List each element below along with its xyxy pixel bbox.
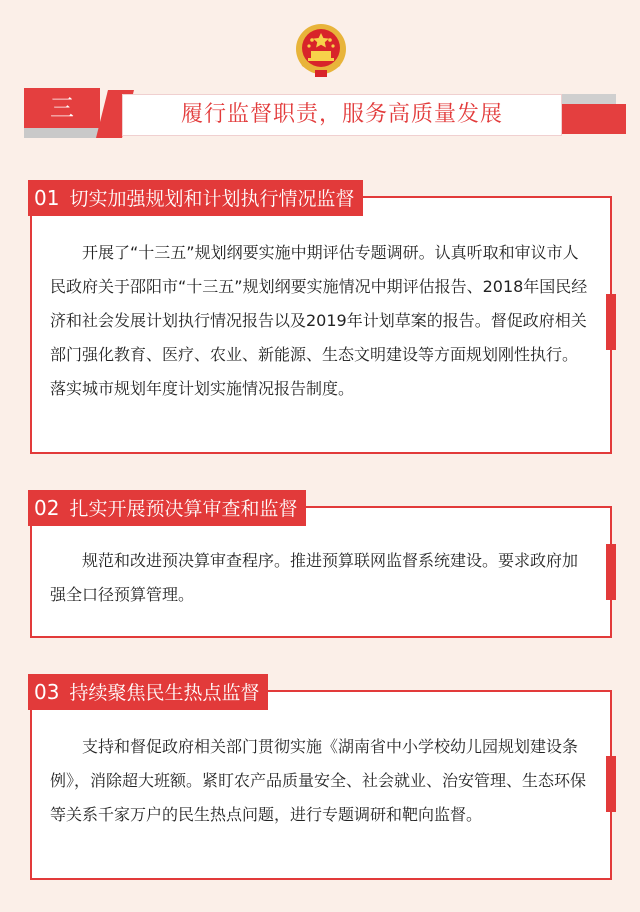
section-tab xyxy=(28,674,268,710)
section-02 xyxy=(30,490,610,638)
section-box xyxy=(30,196,612,454)
section-body: 开展了“十三五”规划纲要实施中期评估专题调研。认真听取和审议市人民政府关于邵阳市“十三五”规划纲要实施情况中期评估报告、2018年国民经济和社会发展计划执行情况报告以及2019年计划草案的报告。督促政府相关部门强化教育、医疗、农业、新能源、生态文明建设等方面规划刚性执行。落实城市规划年度计划实施情况报告制度。 xyxy=(50,243,588,398)
section-number: 02 xyxy=(34,496,60,520)
section-title: 切实加强规划和计划执行情况监督 xyxy=(69,188,355,210)
section-title: 扎实开展预决算审查和监督 xyxy=(69,498,298,520)
section-01 xyxy=(30,180,610,452)
section-title: 持续聚焦民生热点监督 xyxy=(69,682,260,704)
section-number: 01 xyxy=(34,186,60,210)
section-banner xyxy=(24,88,616,142)
section-tab xyxy=(28,180,363,216)
section-body: 支持和督促政府相关部门贯彻实施《湖南省中小学校幼儿园规划建设条例》，消除超大班额。紧盯农产品质量安全、社会就业、治安管理、生态环保等关系千家万户的民生热点问题，进行专题调研和靶向监督。 xyxy=(50,737,587,824)
banner-title: 履行监督职责，服务高质量发展 xyxy=(122,94,562,136)
side-marker xyxy=(606,294,616,350)
banner-number: 三 xyxy=(24,88,100,128)
side-marker xyxy=(606,544,616,600)
section-body: 规范和改进预决算审查程序。推进预算联网监督系统建设。要求政府加强全口径预算管理。 xyxy=(50,551,579,604)
section-number: 03 xyxy=(34,680,60,704)
banner-decoration xyxy=(560,104,626,134)
side-marker xyxy=(606,756,616,812)
section-box xyxy=(30,690,612,880)
section-03 xyxy=(30,674,610,882)
section-tab xyxy=(28,490,306,526)
national-emblem-icon xyxy=(294,22,348,80)
